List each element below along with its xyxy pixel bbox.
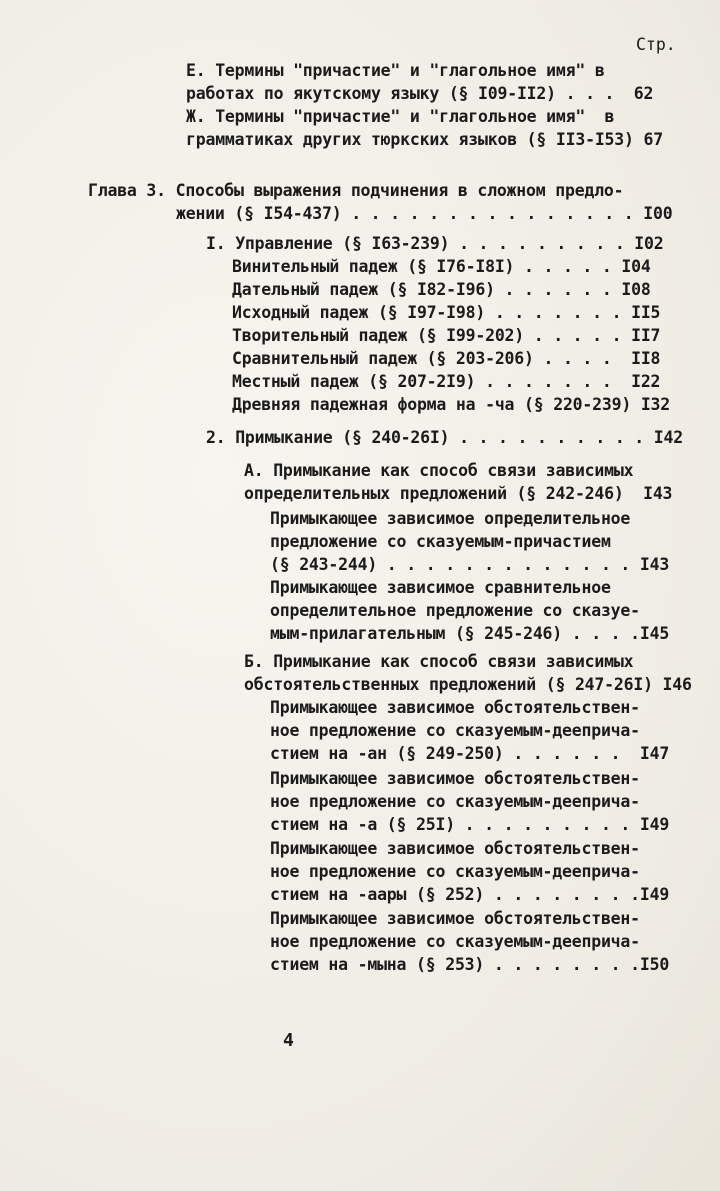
- toc-chapter-line: Глава 3. Способы выражения подчинения в сложном предло-: [88, 181, 624, 200]
- toc-line: Примыкающее зависимое обстоятельствен-: [270, 769, 640, 788]
- toc-line: обстоятельственных предложений (§ 247-26I) I46: [244, 675, 692, 694]
- toc-line: определительных предложений (§ 242-246) I43: [244, 484, 673, 503]
- toc-line: ное предложение со сказуемым-дееприча-: [270, 932, 640, 951]
- toc-line: Исходный падеж (§ I97-I98) . . . . . . . II5: [232, 303, 661, 322]
- toc-line: ное предложение со сказуемым-дееприча-: [270, 721, 640, 740]
- page-column-label: Стр.: [636, 35, 676, 54]
- page-number: 4: [283, 1030, 294, 1051]
- toc-section-line: 2. Примыкание (§ 240-26I) . . . . . . . . . . I42: [206, 428, 683, 447]
- toc-section-line: I. Управление (§ I63-239) . . . . . . . . . I02: [206, 234, 664, 253]
- toc-line: стием на -ан (§ 249-250) . . . . . . I47: [270, 744, 670, 763]
- toc-line: Е. Термины "причастие" и "глагольное имя" в: [186, 61, 605, 80]
- toc-line: стием на -а (§ 25I) . . . . . . . . . I49: [270, 815, 670, 834]
- toc-line: стием на -мына (§ 253) . . . . . . . .I50: [270, 955, 670, 974]
- toc-line: работах по якутскому языку (§ I09-II2) . . . 62: [186, 84, 654, 103]
- toc-line: Примыкающее зависимое обстоятельствен-: [270, 839, 640, 858]
- toc-line: ное предложение со сказуемым-дееприча-: [270, 792, 640, 811]
- toc-line: Примыкающее зависимое обстоятельствен-: [270, 698, 640, 717]
- toc-line: Примыкающее зависимое сравнительное: [270, 578, 611, 597]
- toc-line: Б. Примыкание как способ связи зависимых: [244, 652, 634, 671]
- toc-line: грамматиках других тюркских языков (§ II3-I53) 67: [186, 130, 663, 149]
- toc-line: Сравнительный падеж (§ 203-206) . . . . II8: [232, 349, 661, 368]
- toc-line: ное предложение со сказуемым-дееприча-: [270, 862, 640, 881]
- toc-line: (§ 243-244) . . . . . . . . . . . . . I43: [270, 555, 670, 574]
- toc-line: мым-прилагательным (§ 245-246) . . . .I45: [270, 624, 670, 643]
- toc-line: Местный падеж (§ 207-2I9) . . . . . . . I22: [232, 372, 661, 391]
- toc-line: определительное предложение со сказуе-: [270, 601, 640, 620]
- toc-line: стием на -аары (§ 252) . . . . . . . .I49: [270, 885, 670, 904]
- toc-line: Древняя падежная форма на -ча (§ 220-239) I32: [232, 395, 671, 414]
- toc-line: Примыкающее зависимое обстоятельствен-: [270, 909, 640, 928]
- toc-line: Примыкающее зависимое определительное: [270, 509, 631, 528]
- toc-line: Ж. Термины "причастие" и "глагольное имя" в: [186, 107, 615, 126]
- toc-line: Винительный падеж (§ I76-I8I) . . . . . I04: [232, 257, 651, 276]
- toc-line: Дательный падеж (§ I82-I96) . . . . . . I08: [232, 280, 651, 299]
- toc-line: предложение со сказуемым-причастием: [270, 532, 611, 551]
- toc-line: А. Примыкание как способ связи зависимых: [244, 461, 634, 480]
- toc-chapter-line: жении (§ I54-437) . . . . . . . . . . . . . . . I00: [176, 204, 673, 223]
- toc-line: Творительный падеж (§ I99-202) . . . . . II7: [232, 326, 661, 345]
